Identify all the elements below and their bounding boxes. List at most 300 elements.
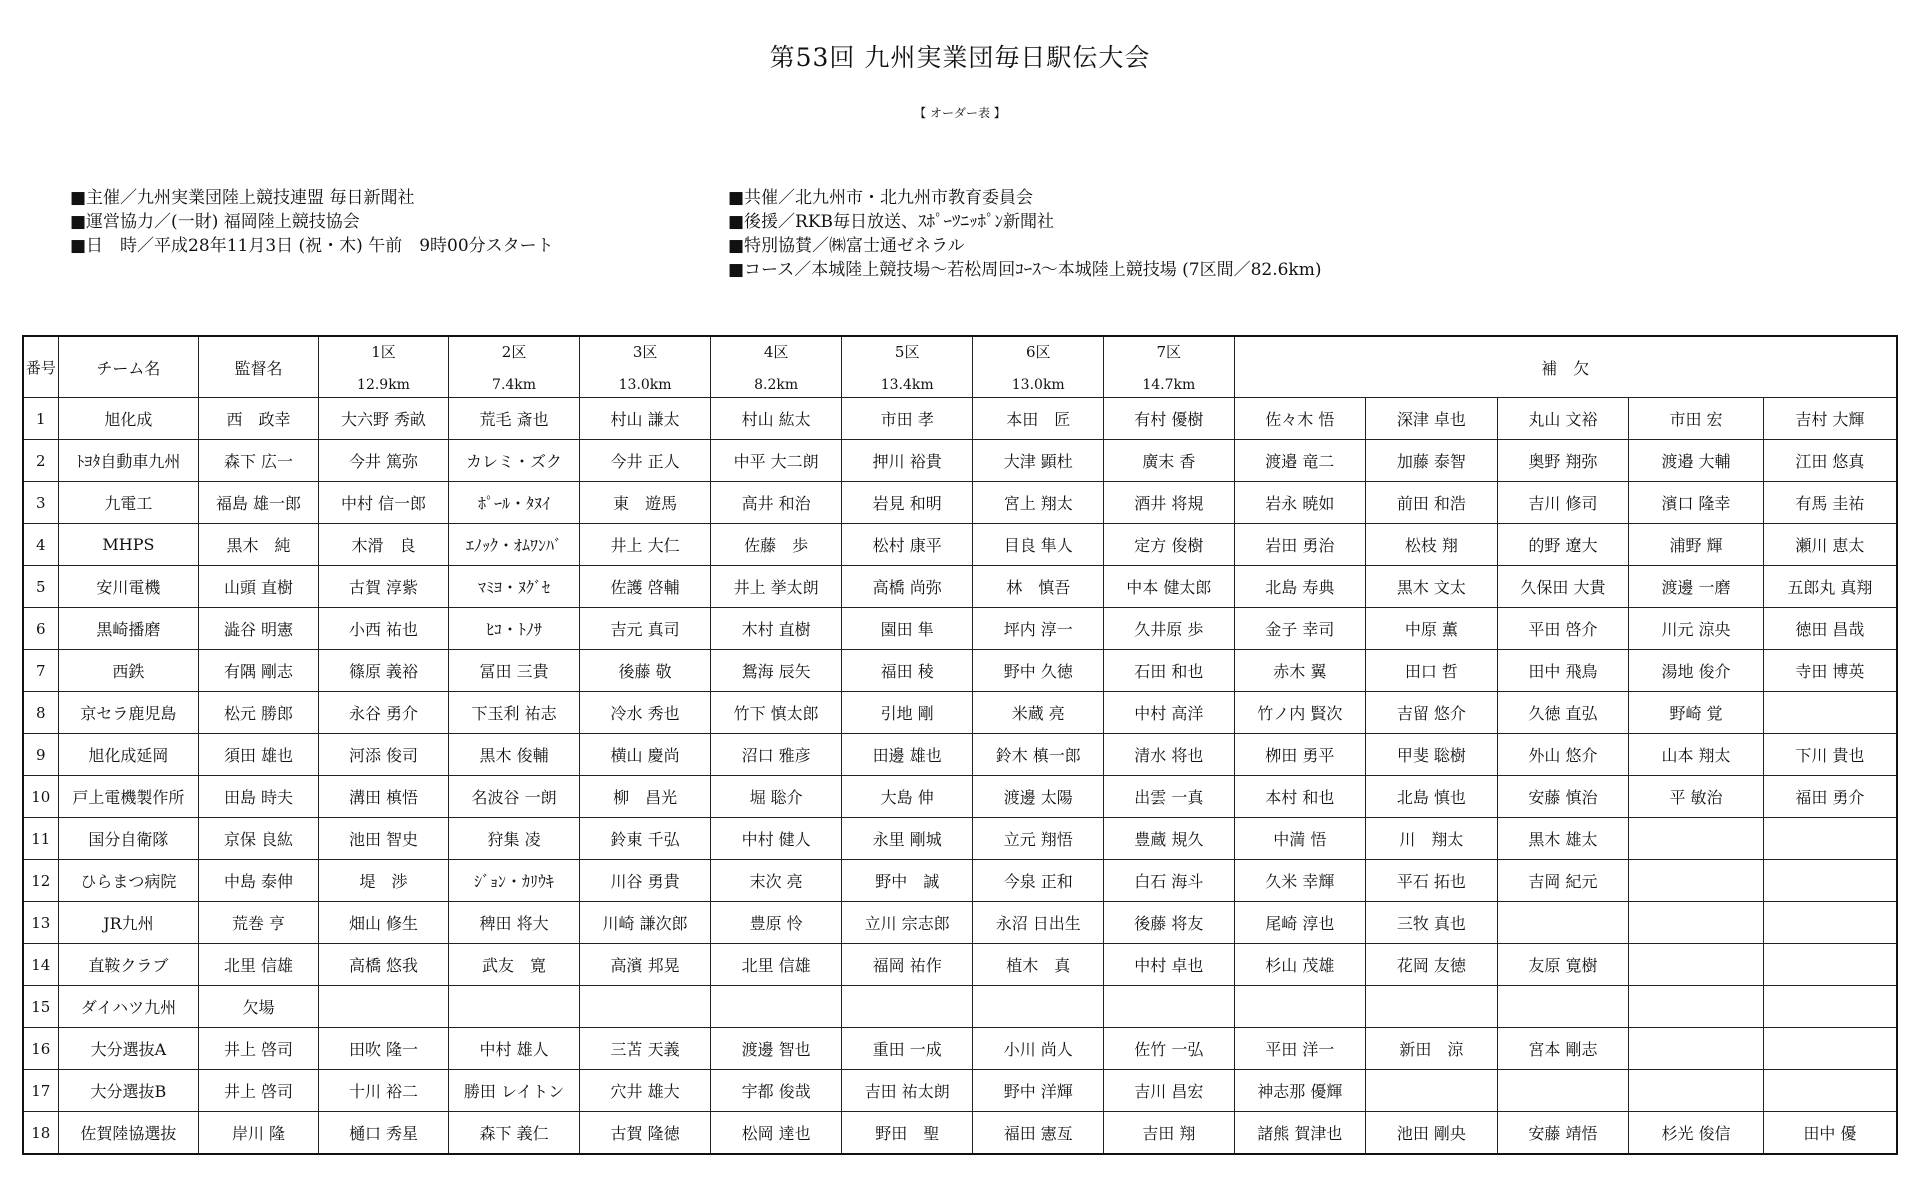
- table-row: [23, 1070, 1897, 1112]
- runner-section-3: 今井 正人: [579, 440, 711, 482]
- row-number: 13: [23, 902, 58, 944]
- team-name: JR九州: [58, 902, 199, 944]
- table-row: [23, 650, 1897, 692]
- page-subtitle: 【 オーダー表 】: [914, 106, 1006, 120]
- runner-section-2: [449, 986, 580, 1028]
- info-course: ■コース／本城陸上競技場～若松周回ｺｰｽ～本城陸上競技場 (7区間／82.6km): [728, 260, 1322, 280]
- table-row: [23, 902, 1897, 944]
- team-name: 西鉄: [58, 650, 199, 692]
- coach-name: 西 政幸: [199, 398, 319, 440]
- team-name: 九電工: [58, 482, 199, 524]
- runner-section-6: 大津 顕杜: [973, 440, 1104, 482]
- runner-section-5: 福田 稜: [841, 650, 973, 692]
- runner-section-4: 竹下 慎太郎: [711, 692, 842, 734]
- coach-name: 黒木 純: [199, 524, 319, 566]
- reserve-runner: [1763, 1070, 1897, 1112]
- row-number: 5: [23, 566, 58, 608]
- runner-section-4: 北里 信雄: [711, 944, 842, 986]
- table-row: [23, 398, 1897, 440]
- runner-section-1: 高橋 悠我: [318, 944, 449, 986]
- runner-section-1: 古賀 淳紫: [318, 566, 449, 608]
- runner-section-4: 木村 直樹: [711, 608, 842, 650]
- header-section-4: [711, 336, 842, 398]
- reserve-runner: [1763, 818, 1897, 860]
- runner-section-1: 河添 俊司: [318, 734, 449, 776]
- reserve-runner: 山本 翔太: [1629, 734, 1764, 776]
- runner-section-2: 勝田 レイトン: [449, 1070, 580, 1112]
- reserve-runner: [1763, 902, 1897, 944]
- reserve-runner: 深津 卓也: [1366, 398, 1498, 440]
- reserve-runner: 池田 剛央: [1366, 1112, 1498, 1155]
- runner-section-4: 井上 挙太朗: [711, 566, 842, 608]
- header-coach: 監督名: [199, 336, 319, 398]
- team-name: 黒崎播磨: [58, 608, 199, 650]
- header-row: [23, 336, 1897, 398]
- table-row: [23, 1028, 1897, 1070]
- runner-section-2: カレミ・ズク: [449, 440, 580, 482]
- runner-section-1: 畑山 修生: [318, 902, 449, 944]
- runner-section-1: 中村 信一郎: [318, 482, 449, 524]
- table-row: [23, 818, 1897, 860]
- row-number: 2: [23, 440, 58, 482]
- reserve-runner: 有馬 圭祐: [1763, 482, 1897, 524]
- row-number: 14: [23, 944, 58, 986]
- runner-section-6: 永沼 日出生: [973, 902, 1104, 944]
- reserve-runner: 浦野 輝: [1629, 524, 1764, 566]
- reserve-runner: 久米 幸輝: [1234, 860, 1366, 902]
- row-number: 6: [23, 608, 58, 650]
- row-number: 11: [23, 818, 58, 860]
- runner-section-3: 川崎 謙次郎: [579, 902, 711, 944]
- runner-section-7: 石田 和也: [1104, 650, 1235, 692]
- reserve-runner: 田中 優: [1763, 1112, 1897, 1155]
- reserve-runner: 徳田 昌哉: [1763, 608, 1897, 650]
- runner-section-1: 堤 渉: [318, 860, 449, 902]
- reserve-runner: 渡邊 一磨: [1629, 566, 1764, 608]
- reserve-runner: 尾崎 淳也: [1234, 902, 1366, 944]
- table-row: [23, 734, 1897, 776]
- header-reserves: 補 欠: [1234, 336, 1897, 398]
- reserve-runner: 田中 飛鳥: [1497, 650, 1629, 692]
- runner-section-6: 立元 翔悟: [973, 818, 1104, 860]
- coach-name: 岸川 隆: [199, 1112, 319, 1155]
- runner-section-7: [1104, 986, 1235, 1028]
- reserve-runner: [1629, 944, 1764, 986]
- runner-section-5: 引地 剛: [841, 692, 973, 734]
- coach-name: 欠場: [199, 986, 319, 1028]
- reserve-runner: 下川 貴也: [1763, 734, 1897, 776]
- reserve-runner: 杉山 茂雄: [1234, 944, 1366, 986]
- info-date-time: ■日 時／平成28年11月3日 (祝・木) 午前 9時00分スタート: [70, 236, 554, 256]
- table-row: [23, 692, 1897, 734]
- reserve-runner: 平 敏治: [1629, 776, 1764, 818]
- reserve-runner: 野崎 覚: [1629, 692, 1764, 734]
- reserve-runner: 吉村 大輝: [1763, 398, 1897, 440]
- runner-section-1: 池田 智史: [318, 818, 449, 860]
- reserve-runner: [1497, 902, 1629, 944]
- reserve-runner: 赤木 翼: [1234, 650, 1366, 692]
- runner-section-3: 柳 昌光: [579, 776, 711, 818]
- runner-section-7: 中村 高洋: [1104, 692, 1235, 734]
- reserve-runner: 新田 涼: [1366, 1028, 1498, 1070]
- reserve-runner: 友原 寛樹: [1497, 944, 1629, 986]
- reserve-runner: 安藤 靖悟: [1497, 1112, 1629, 1155]
- runner-section-3: 古賀 隆徳: [579, 1112, 711, 1155]
- runner-section-7: 豊蔵 規久: [1104, 818, 1235, 860]
- reserve-runner: 諸熊 賀津也: [1234, 1112, 1366, 1155]
- order-table-header: [23, 336, 1897, 398]
- runner-section-2: 下玉利 祐志: [449, 692, 580, 734]
- reserve-runner: [1497, 1070, 1629, 1112]
- reserve-runner: 的野 遼大: [1497, 524, 1629, 566]
- runner-section-6: 野中 久徳: [973, 650, 1104, 692]
- reserve-runner: 江田 悠真: [1763, 440, 1897, 482]
- reserve-runner: [1366, 1070, 1498, 1112]
- runner-section-2: ﾎﾟｰﾙ・ﾀﾇｲ: [449, 482, 580, 524]
- reserve-runner: 久徳 直弘: [1497, 692, 1629, 734]
- runner-section-7: 吉川 昌宏: [1104, 1070, 1235, 1112]
- reserve-runner: 市田 宏: [1629, 398, 1764, 440]
- info-operation-cooperation: ■運営協力／(一財) 福岡陸上競技協会: [70, 212, 360, 232]
- runner-section-3: 高濱 邦晃: [579, 944, 711, 986]
- runner-section-7: 中村 卓也: [1104, 944, 1235, 986]
- reserve-runner: 外山 悠介: [1497, 734, 1629, 776]
- reserve-runner: [1629, 1028, 1764, 1070]
- runner-section-6: 坪内 淳一: [973, 608, 1104, 650]
- runner-section-2: 冨田 三貴: [449, 650, 580, 692]
- runner-section-7: 酒井 将規: [1104, 482, 1235, 524]
- row-number: 16: [23, 1028, 58, 1070]
- reserve-runner: [1366, 986, 1498, 1028]
- runner-section-5: 押川 裕貴: [841, 440, 973, 482]
- reserve-runner: [1629, 818, 1764, 860]
- runner-section-5: [841, 986, 973, 1028]
- header-section-3: [579, 336, 711, 398]
- reserve-runner: 川 翔太: [1366, 818, 1498, 860]
- team-name: ダイハツ九州: [58, 986, 199, 1028]
- team-name: ﾄﾖﾀ自動車九州: [58, 440, 199, 482]
- reserve-runner: 北島 寿典: [1234, 566, 1366, 608]
- runner-section-3: 吉元 真司: [579, 608, 711, 650]
- reserve-runner: 安藤 慎治: [1497, 776, 1629, 818]
- reserve-runner: 寺田 博英: [1763, 650, 1897, 692]
- reserve-runner: 丸山 文裕: [1497, 398, 1629, 440]
- row-number: 12: [23, 860, 58, 902]
- section-name: 1区: [371, 343, 396, 361]
- runner-section-1: 十川 裕二: [318, 1070, 449, 1112]
- reserve-runner: 奥野 翔弥: [1497, 440, 1629, 482]
- header-section-2: [449, 336, 580, 398]
- order-table-body: [23, 398, 1897, 1155]
- reserve-runner: 岩田 勇治: [1234, 524, 1366, 566]
- team-name: 旭化成延岡: [58, 734, 199, 776]
- team-name: 佐賀陸協選抜: [58, 1112, 199, 1155]
- reserve-runner: 本村 和也: [1234, 776, 1366, 818]
- runner-section-1: 今井 篤弥: [318, 440, 449, 482]
- reserve-runner: 三牧 真也: [1366, 902, 1498, 944]
- runner-section-2: 稗田 将大: [449, 902, 580, 944]
- reserve-runner: 中原 薫: [1366, 608, 1498, 650]
- coach-name: 松元 勝郎: [199, 692, 319, 734]
- coach-name: 荒巻 亨: [199, 902, 319, 944]
- reserve-runner: 神志那 優輝: [1234, 1070, 1366, 1112]
- runner-section-4: 宇都 俊哉: [711, 1070, 842, 1112]
- header-section-7: [1104, 336, 1235, 398]
- runner-section-7: 中本 健太郎: [1104, 566, 1235, 608]
- reserve-runner: 前田 和浩: [1366, 482, 1498, 524]
- table-row: [23, 566, 1897, 608]
- runner-section-5: 吉田 祐太朗: [841, 1070, 973, 1112]
- runner-section-3: 三苫 天義: [579, 1028, 711, 1070]
- row-number: 4: [23, 524, 58, 566]
- reserve-runner: [1763, 944, 1897, 986]
- runner-section-3: 佐護 啓輔: [579, 566, 711, 608]
- runner-section-3: 村山 謙太: [579, 398, 711, 440]
- coach-name: 須田 雄也: [199, 734, 319, 776]
- runner-section-5: 福岡 祐作: [841, 944, 973, 986]
- runner-section-5: 立川 宗志郎: [841, 902, 973, 944]
- header-team: チーム名: [58, 336, 199, 398]
- reserve-runner: 栁田 勇平: [1234, 734, 1366, 776]
- section-distance: 14.7km: [1142, 377, 1196, 393]
- runner-section-5: 永里 剛城: [841, 818, 973, 860]
- runner-section-6: 米蔵 亮: [973, 692, 1104, 734]
- runner-section-5: 野中 誠: [841, 860, 973, 902]
- table-row: [23, 440, 1897, 482]
- reserve-runner: 中満 悟: [1234, 818, 1366, 860]
- runner-section-5: 野田 聖: [841, 1112, 973, 1155]
- coach-name: 有隅 剛志: [199, 650, 319, 692]
- runner-section-4: 中平 大二朗: [711, 440, 842, 482]
- table-row: [23, 986, 1897, 1028]
- runner-section-3: 井上 大仁: [579, 524, 711, 566]
- reserve-runner: 佐々木 悟: [1234, 398, 1366, 440]
- section-name: 2区: [501, 343, 527, 361]
- runner-section-6: 宮上 翔太: [973, 482, 1104, 524]
- table-row: [23, 1112, 1897, 1155]
- runner-section-1: 永谷 勇介: [318, 692, 449, 734]
- runner-section-7: 久井原 歩: [1104, 608, 1235, 650]
- runner-section-3: 穴井 雄大: [579, 1070, 711, 1112]
- reserve-runner: 吉川 修司: [1497, 482, 1629, 524]
- runner-section-4: 佐藤 歩: [711, 524, 842, 566]
- runner-section-6: 野中 洋輝: [973, 1070, 1104, 1112]
- runner-section-5: 松村 康平: [841, 524, 973, 566]
- row-number: 3: [23, 482, 58, 524]
- runner-section-6: 福田 憲亙: [973, 1112, 1104, 1155]
- row-number: 8: [23, 692, 58, 734]
- section-name: 4区: [763, 343, 789, 361]
- reserve-runner: 五郎丸 真翔: [1763, 566, 1897, 608]
- section-distance: 13.4km: [880, 377, 934, 393]
- section-distance: 13.0km: [618, 377, 672, 393]
- coach-name: 田島 時夫: [199, 776, 319, 818]
- runner-section-1: 木滑 良: [318, 524, 449, 566]
- runner-section-2: 中村 雄人: [449, 1028, 580, 1070]
- team-name: 旭化成: [58, 398, 199, 440]
- runner-section-2: ｴﾉｯｸ・ｵﾑﾜﾝﾊﾞ: [449, 524, 580, 566]
- runner-section-2: 荒毛 斎也: [449, 398, 580, 440]
- runner-section-4: 高井 和治: [711, 482, 842, 524]
- row-number: 17: [23, 1070, 58, 1112]
- reserve-runner: 金子 幸司: [1234, 608, 1366, 650]
- reserve-runner: 平石 拓也: [1366, 860, 1498, 902]
- reserve-runner: 黒木 雄太: [1497, 818, 1629, 860]
- runner-section-1: 大六野 秀畝: [318, 398, 449, 440]
- row-number: 18: [23, 1112, 58, 1155]
- reserve-runner: 加藤 泰智: [1366, 440, 1498, 482]
- header-section-1: [318, 336, 449, 398]
- runner-section-2: ｼﾞｮﾝ・ｶﾘｳｷ: [449, 860, 580, 902]
- runner-section-1: 樋口 秀星: [318, 1112, 449, 1155]
- runner-section-5: 重田 一成: [841, 1028, 973, 1070]
- runner-section-2: ﾋｺ・ﾄﾉｻ: [449, 608, 580, 650]
- table-row: [23, 776, 1897, 818]
- section-name: 5区: [894, 343, 920, 361]
- runner-section-2: 森下 義仁: [449, 1112, 580, 1155]
- row-number: 10: [23, 776, 58, 818]
- runner-section-2: 狩集 凌: [449, 818, 580, 860]
- runner-section-2: 黒木 俊輔: [449, 734, 580, 776]
- row-number: 15: [23, 986, 58, 1028]
- reserve-runner: 湯地 俊介: [1629, 650, 1764, 692]
- order-table: [22, 335, 1898, 1155]
- coach-name: 福島 雄一郎: [199, 482, 319, 524]
- runner-section-1: 溝田 槙悟: [318, 776, 449, 818]
- reserve-runner: 杉光 俊信: [1629, 1112, 1764, 1155]
- reserve-runner: 松枝 翔: [1366, 524, 1498, 566]
- runner-section-4: 堀 聡介: [711, 776, 842, 818]
- runner-section-4: 松岡 達也: [711, 1112, 842, 1155]
- reserve-runner: [1629, 1070, 1764, 1112]
- coach-name: 井上 啓司: [199, 1028, 319, 1070]
- reserve-runner: 田口 哲: [1366, 650, 1498, 692]
- team-name: 国分自衛隊: [58, 818, 199, 860]
- runner-section-5: 田邊 雄也: [841, 734, 973, 776]
- runner-section-4: 中村 健人: [711, 818, 842, 860]
- reserve-runner: 花岡 友徳: [1366, 944, 1498, 986]
- team-name: 安川電機: [58, 566, 199, 608]
- reserve-runner: 久保田 大貴: [1497, 566, 1629, 608]
- team-name: 京セラ鹿児島: [58, 692, 199, 734]
- runner-section-4: 鴛海 辰矢: [711, 650, 842, 692]
- section-name: 6区: [1025, 343, 1051, 361]
- coach-name: 森下 広一: [199, 440, 319, 482]
- runner-section-6: 林 慎吾: [973, 566, 1104, 608]
- team-name: MHPS: [58, 524, 199, 566]
- runner-section-3: 後藤 敬: [579, 650, 711, 692]
- runner-section-6: 渡邊 太陽: [973, 776, 1104, 818]
- section-name: 7区: [1156, 343, 1182, 361]
- runner-section-1: 田吹 隆一: [318, 1028, 449, 1070]
- runner-section-4: [711, 986, 842, 1028]
- reserve-runner: 福田 勇介: [1763, 776, 1897, 818]
- info-cohost: ■共催／北九州市・北九州市教育委員会: [728, 188, 1034, 208]
- runner-section-2: ﾏﾐﾖ・ﾇｸﾞｾ: [449, 566, 580, 608]
- header-section-5: [841, 336, 973, 398]
- coach-name: 澁谷 明憲: [199, 608, 319, 650]
- reserve-runner: [1629, 902, 1764, 944]
- reserve-runner: 渡邉 竜二: [1234, 440, 1366, 482]
- runner-section-3: 鈴東 千弘: [579, 818, 711, 860]
- section-distance: 8.2km: [754, 377, 799, 393]
- runner-section-4: 豊原 怜: [711, 902, 842, 944]
- reserve-runner: 川元 涼央: [1629, 608, 1764, 650]
- reserve-runner: 宮本 剛志: [1497, 1028, 1629, 1070]
- row-number: 9: [23, 734, 58, 776]
- reserve-runner: 竹ノ内 賢次: [1234, 692, 1366, 734]
- team-name: 大分選抜B: [58, 1070, 199, 1112]
- row-number: 1: [23, 398, 58, 440]
- runner-section-7: 有村 優樹: [1104, 398, 1235, 440]
- table-row: [23, 524, 1897, 566]
- info-block-left: [70, 186, 554, 258]
- runner-section-1: 篠原 義裕: [318, 650, 449, 692]
- reserve-runner: 平田 啓介: [1497, 608, 1629, 650]
- table-row: [23, 608, 1897, 650]
- team-name: 戸上電機製作所: [58, 776, 199, 818]
- reserve-runner: [1497, 986, 1629, 1028]
- info-organizer: ■主催／九州実業団陸上競技連盟 毎日新聞社: [70, 188, 415, 208]
- info-special-sponsor: ■特別協賛／㈱富士通ゼネラル: [728, 236, 965, 256]
- runner-section-4: 村山 紘太: [711, 398, 842, 440]
- reserve-runner: 甲斐 聡樹: [1366, 734, 1498, 776]
- runner-section-7: 出雲 一真: [1104, 776, 1235, 818]
- runner-section-7: 白石 海斗: [1104, 860, 1235, 902]
- reserve-runner: [1763, 986, 1897, 1028]
- runner-section-3: [579, 986, 711, 1028]
- team-name: 直鞍クラブ: [58, 944, 199, 986]
- coach-name: 井上 啓司: [199, 1070, 319, 1112]
- info-block-right: [728, 186, 1321, 282]
- reserve-runner: [1763, 860, 1897, 902]
- runner-section-6: 目良 隼人: [973, 524, 1104, 566]
- runner-section-7: 後藤 将友: [1104, 902, 1235, 944]
- reserve-runner: 岩永 暁如: [1234, 482, 1366, 524]
- table-row: [23, 860, 1897, 902]
- runner-section-3: 川谷 勇貴: [579, 860, 711, 902]
- runner-section-5: 大島 伸: [841, 776, 973, 818]
- runner-section-5: 高橋 尚弥: [841, 566, 973, 608]
- page-title: 第53回 九州実業団毎日駅伝大会: [769, 43, 1151, 72]
- reserve-runner: 瀬川 恵太: [1763, 524, 1897, 566]
- coach-name: 京保 良紘: [199, 818, 319, 860]
- team-name: 大分選抜A: [58, 1028, 199, 1070]
- runner-section-2: 名波谷 一朗: [449, 776, 580, 818]
- runner-section-5: 市田 孝: [841, 398, 973, 440]
- reserve-runner: [1763, 1028, 1897, 1070]
- reserve-runner: 吉岡 紀元: [1497, 860, 1629, 902]
- runner-section-3: 東 遊馬: [579, 482, 711, 524]
- runner-section-5: 岩見 和明: [841, 482, 973, 524]
- section-distance: 13.0km: [1011, 377, 1065, 393]
- runner-section-7: 吉田 翔: [1104, 1112, 1235, 1155]
- runner-section-7: 清水 将也: [1104, 734, 1235, 776]
- coach-name: 北里 信雄: [199, 944, 319, 986]
- runner-section-4: 沼口 雅彦: [711, 734, 842, 776]
- runner-section-6: 植木 真: [973, 944, 1104, 986]
- runner-section-6: 小川 尚人: [973, 1028, 1104, 1070]
- runner-section-6: 今泉 正和: [973, 860, 1104, 902]
- header-section-6: [973, 336, 1104, 398]
- runner-section-3: 冷水 秀也: [579, 692, 711, 734]
- reserve-runner: [1629, 860, 1764, 902]
- team-name: ひらまつ病院: [58, 860, 199, 902]
- reserve-runner: [1234, 986, 1366, 1028]
- runner-section-7: 定方 俊樹: [1104, 524, 1235, 566]
- runner-section-2: 武友 寛: [449, 944, 580, 986]
- reserve-runner: [1763, 692, 1897, 734]
